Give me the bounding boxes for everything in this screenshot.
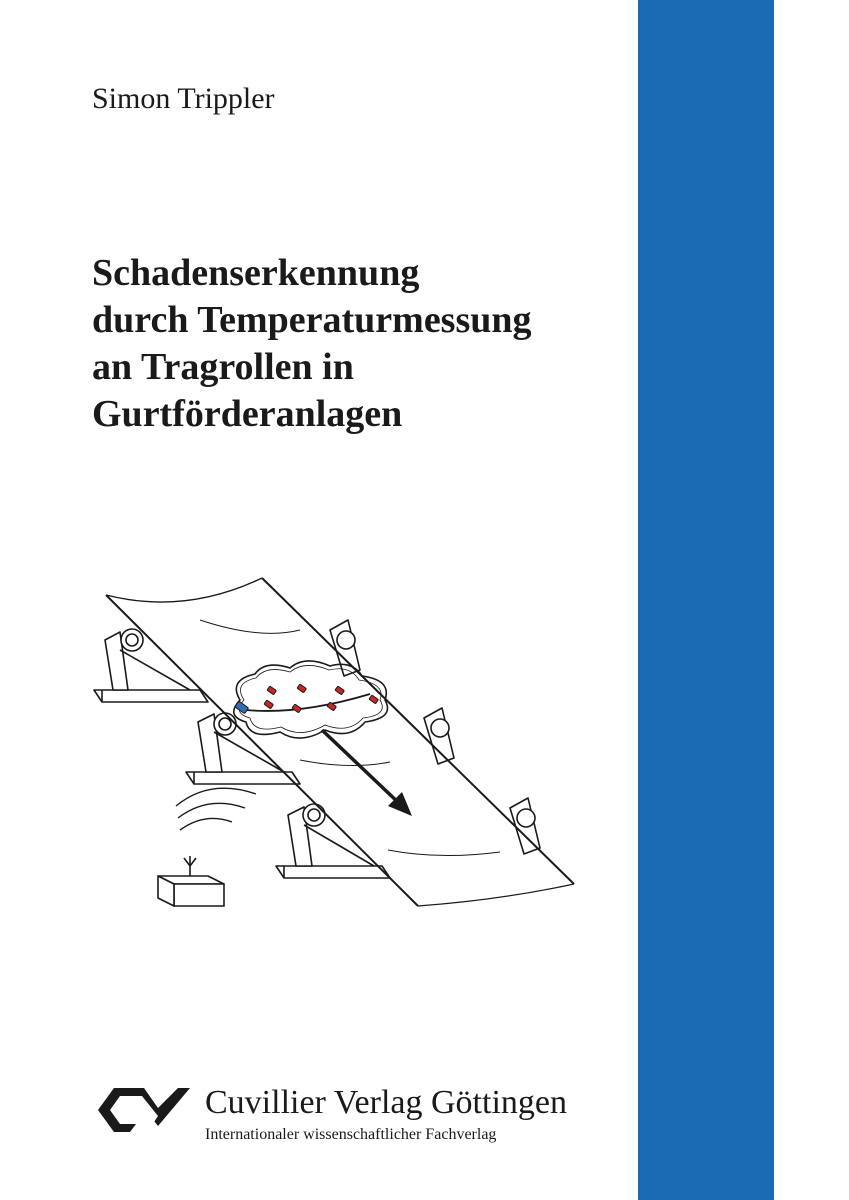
- sensor-red-icon: [264, 700, 273, 709]
- sensor-red-icon: [335, 686, 344, 695]
- temperature-sensors: [235, 684, 379, 714]
- title-line-3: an Tragrollen in: [92, 346, 354, 388]
- cuvillier-cv-logo-icon: [92, 1082, 192, 1138]
- idler-station-1: [94, 620, 360, 702]
- belt-conveyor-illustration: [80, 560, 600, 920]
- title-line-2: durch Temperaturmessung: [92, 299, 532, 341]
- receiver-box-icon: [158, 856, 224, 906]
- sensor-red-icon: [297, 684, 306, 693]
- publisher-subtitle: Internationaler wissenschaftlicher Fachverlag: [205, 1126, 497, 1143]
- title-line-1: Schadenserkennung: [92, 252, 420, 294]
- author-name: Simon Trippler: [92, 82, 275, 115]
- publisher-name: Cuvillier Verlag Göttingen: [205, 1084, 567, 1121]
- heat-cloud: [234, 661, 388, 738]
- blue-side-band: [638, 0, 774, 1200]
- sensor-red-icon: [267, 686, 276, 695]
- book-title: [92, 250, 532, 438]
- radio-waves: [176, 788, 256, 830]
- sensor-red-icon: [292, 704, 301, 713]
- motion-arrow: [322, 730, 412, 816]
- idler-station-2: [186, 708, 454, 784]
- title-line-4: Gurtförderanlagen: [92, 393, 403, 435]
- sensor-red-icon: [369, 695, 378, 704]
